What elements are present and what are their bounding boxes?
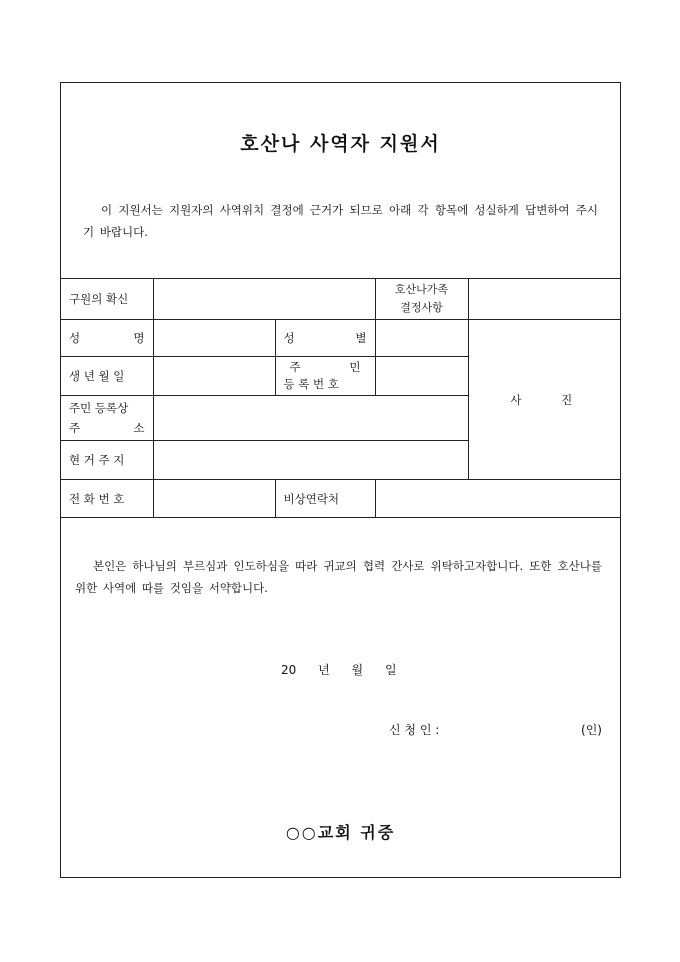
date-month-unit: 월 bbox=[351, 663, 364, 677]
reg-address-label: 주민 등록상 주 소 bbox=[61, 396, 153, 441]
page-title: 호산나 사역자 지원서 bbox=[240, 133, 441, 155]
emergency-field[interactable] bbox=[375, 480, 620, 518]
applicant-label: 신 청 인 : bbox=[389, 723, 440, 737]
intro-text: 이 지원서는 지원자의 사역위치 결정에 근거가 되므로 아래 각 항목에 성실하게 답변하여 주시기 바랍니다. bbox=[83, 203, 598, 239]
pledge-text: 본인은 하나님의 부르심과 인도하심을 따라 귀교의 협력 간사로 위탁하고자합니다. 또한 호산나를 위한 사역에 따를 것임을 서약합니다. bbox=[75, 559, 602, 595]
photo-box[interactable]: 사 진 bbox=[468, 320, 620, 480]
reg-address-field[interactable] bbox=[153, 396, 468, 441]
seal-label: (인) bbox=[581, 723, 602, 737]
rrn-field[interactable] bbox=[375, 357, 468, 396]
family-field[interactable] bbox=[468, 279, 620, 320]
name-field[interactable] bbox=[153, 320, 275, 357]
date-day-unit: 일 bbox=[384, 663, 397, 677]
date-line bbox=[281, 661, 397, 678]
gender-label: 성 별 bbox=[275, 320, 375, 357]
rrn-label: 주 민 등 록 번 호 bbox=[275, 357, 375, 396]
applicant-info-table bbox=[61, 278, 620, 519]
phone-label: 전 화 번 호 bbox=[61, 480, 153, 518]
birth-field[interactable] bbox=[153, 357, 275, 396]
residence-field[interactable] bbox=[153, 441, 468, 480]
gender-field[interactable] bbox=[375, 320, 468, 357]
family-label: 호산나가족 결정사항 bbox=[375, 279, 468, 320]
application-form bbox=[60, 82, 621, 878]
birth-label: 생 년 월 일 bbox=[61, 357, 153, 396]
church-recipient: ○○교회 귀중 bbox=[285, 823, 396, 842]
name-label: 성 명 bbox=[61, 320, 153, 357]
confirm-label: 구원의 확신 bbox=[61, 279, 153, 320]
date-year: 20 bbox=[281, 663, 297, 677]
emergency-label: 비상연락처 bbox=[275, 480, 375, 518]
date-year-unit: 년 bbox=[318, 663, 330, 677]
phone-field[interactable] bbox=[153, 480, 275, 518]
residence-label: 현 거 주 지 bbox=[61, 441, 153, 480]
confirm-field[interactable] bbox=[153, 279, 375, 320]
